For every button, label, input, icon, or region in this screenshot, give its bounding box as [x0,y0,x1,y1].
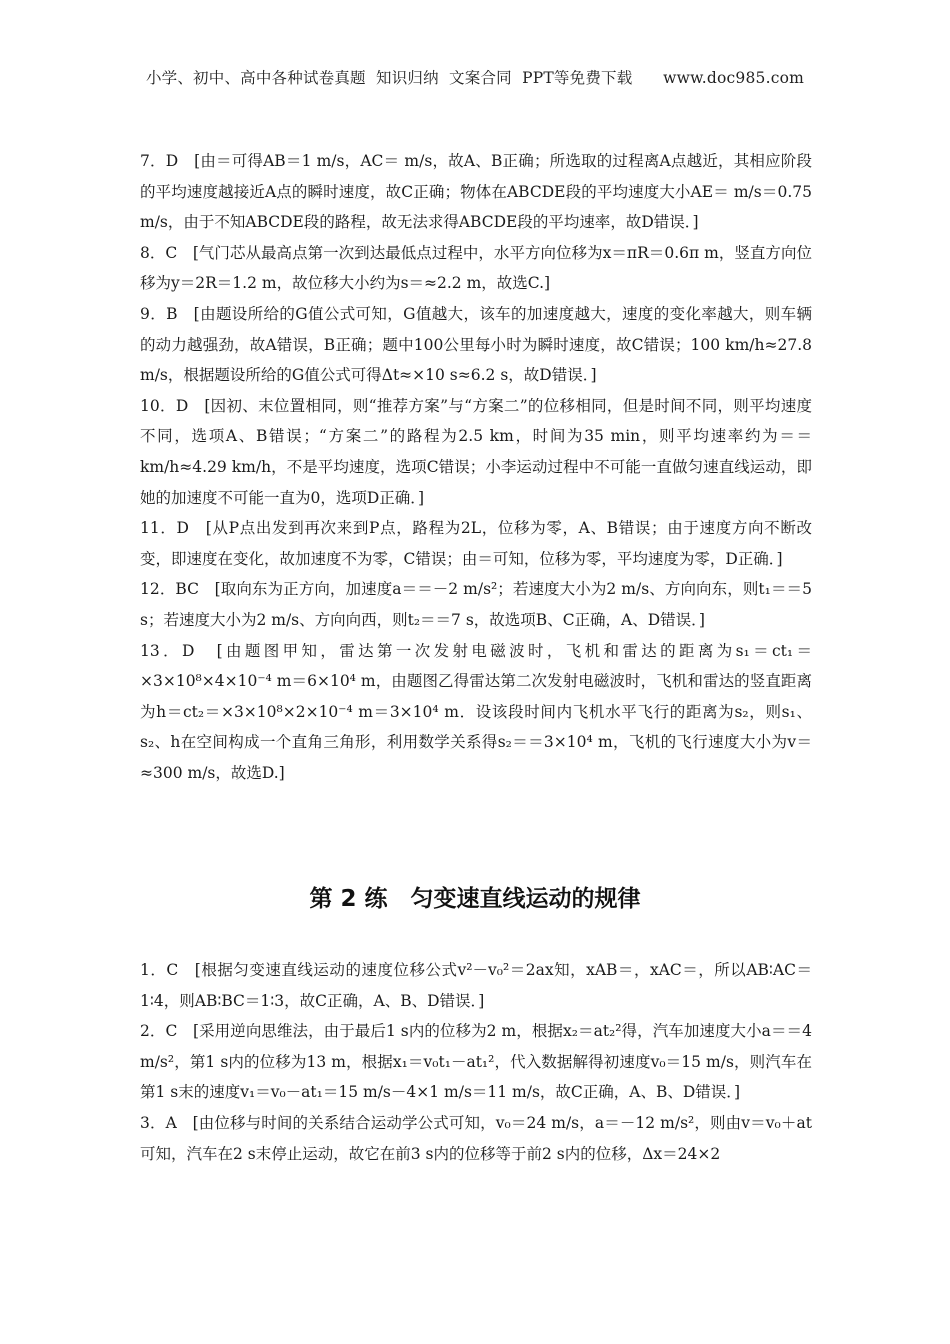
answer-item-8: 8．C [气门芯从最高点第一次到达最低点过程中，水平方向位移为x＝πR＝0.6π m，竖直方向位移为y＝2R＝1.2 m，故位移大小约为s＝≈2.2 m，故选C.] [140,243,812,293]
answer-item-10: 10．D [因初、末位置相同，则“推荐方案”与“方案二”的位移相同，但是时间不同，则平均速度不同，选项A、B错误；“方案二”的路程为2.5 km，时间为35 min，则平均速率约为＝＝ km/h≈4.29 km/h，不是平均速度，选项C错误；小李运动过程中不可能一直做匀速直线运动，即她的加速度不可能一直为0，选项D正确．] [140,396,812,507]
answer-item-7: 7．D [由＝可得AB＝1 m/s，AC＝ m/s，故A、B正确；所选取的过程离A点越近，其相应阶段的平均速度越接近A点的瞬时速度，故C正确；物体在ABCDE段的平均速度大小AE＝ m/s＝0.75 m/s，由于不知ABCDE段的路程，故无法求得ABCDE段的平均速率，故D错误．] [140,152,812,232]
answer-item-9: 9．B [由题设所给的G值公式可知，G值越大，该车的加速度越大，速度的变化率越大，则车辆的动力越强劲，故A错误，B正确；题中100公里每小时为瞬时速度，故C错误；100 km/h≈27.8 m/s，根据题设所给的G值公式可得Δt≈×10 s≈6.2 s，故D错误．] [140,304,812,385]
answer-item-11: 11．D [从P点出发到再次来到P点，路程为2L，位移为零，A、B错误；由于速度方向不断改变，即速度在变化，故加速度不为零，C错误；由＝可知，位移为零，平均速度为零，D正确．] [140,519,812,568]
answer-block-part2 [140,955,812,1169]
answer-item-13: 13．D [由题图甲知，雷达第一次发射电磁波时，飞机和雷达的距离为s₁＝ct₁＝×3×10⁸×4×10⁻⁴ m＝6×10⁴ m，由题图乙得雷达第二次发射电磁波时，飞机和雷达的竖直距离为h＝ct₂＝×3×10⁸×2×10⁻⁴ m＝3×10⁴ m．设该段时间内飞机水平飞行的距离为s₂，则s₁、s₂、h在空间构成一个直角三角形，利用数学关系得s₂＝＝3×10⁴ m，飞机的飞行速度大小为v＝≈300 m/s，故选D.] [140,641,812,782]
answer-item-12: 12．BC [取向东为正方向，加速度a＝＝－2 m/s²；若速度大小为2 m/s、方向向东，则t₁＝＝5 s；若速度大小为2 m/s、方向向西，则t₂＝＝7 s，故选项B、C正确，A、D错误．] [140,580,812,629]
answer-item-2: 2．C [采用逆向思维法，由于最后1 s内的位移为2 m，根据x₂＝at₂²得，汽车加速度大小a＝＝4 m/s²，第1 s内的位移为13 m，根据x₁＝v₀t₁－at₁²，代入数据解得初速度v₀＝15 m/s，则汽车在第1 s末的速度v₁＝v₀－at₁＝15 m/s－4×1 m/s＝11 m/s，故C正确，A、B、D错误．] [140,1022,812,1102]
answer-item-3: 3．A [由位移与时间的关系结合运动学公式可知，v₀＝24 m/s，a＝－12 m/s²，则由v＝v₀＋at可知，汽车在2 s末停止运动，故它在前3 s内的位移等于前2 s内的位移，Δx＝24×2 [140,1113,812,1163]
answer-block-part1 [140,146,812,788]
answer-item-1: 1．C [根据匀变速直线运动的速度位移公式v²－v₀²＝2ax知，xAB＝，xAC＝，所以AB∶AC＝1∶4，则AB∶BC＝1∶3，故C正确，A、B、D错误．] [140,961,812,1010]
section-title: 第 2 练 匀变速直线运动的规律 [309,886,641,912]
page-header: 小学、初中、高中各种试卷真题 知识归纳 文案合同 PPT等免费下载 www.doc985.com [145,69,805,87]
